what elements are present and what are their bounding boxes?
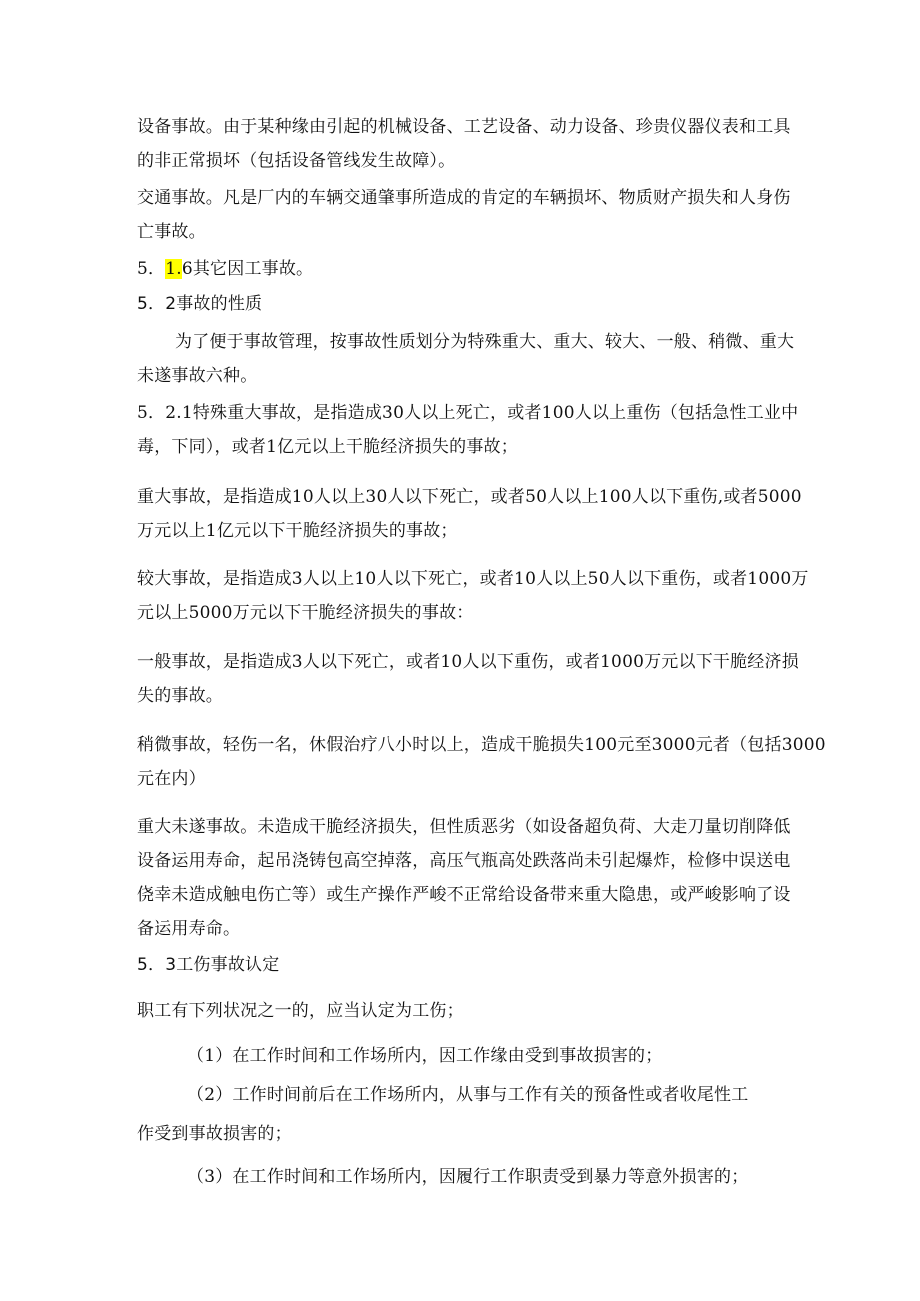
paragraph-line: 失的事故。 [137,686,223,706]
paragraph-line: 交通事故。凡是厂内的车辆交通肇事所造成的肯定的车辆损坏、物质财产损失和人身伤 [137,188,791,208]
paragraph-line: 元在内） [137,769,206,789]
section-line-5-1-6 [137,257,313,281]
paragraph-line: 设备事故。由于某种缘由引起的机械设备、工艺设备、动力设备、珍贵仪器仪表和工具 [137,117,791,137]
paragraph-line: 5．2.1特殊重大事故，是指造成30人以上死亡，或者100人以上重伤（包括急性工业中 [137,403,799,423]
paragraph-line: 职工有下列状况之一的，应当认定为工伤； [137,1001,464,1021]
paragraph-line: 未遂事故六种。 [137,366,258,386]
paragraph-line: 设备运用寿命，起吊浇铸包高空掉落，高压气瓶高处跌落尚未引起爆炸，检修中误送电 [137,851,791,871]
section-number-prefix: 5． [137,259,166,279]
paragraph-line: 的非正常损坏（包括设备管线发生故障）。 [137,151,456,171]
section-heading-5-2: 5．2事故的性质 [137,294,263,314]
highlighted-text: 1. [165,259,182,279]
list-item-continuation: 作受到事故损害的； [137,1124,292,1144]
list-item: （2）工作时间前后在工作场所内，从事与工作有关的预备性或者收尾性工 [187,1085,749,1105]
paragraph-line: 一般事故，是指造成3人以下死亡，或者10人以下重伤，或者1000万元以下干脆经济损 [137,652,799,672]
paragraph-line: 重大事故，是指造成10人以上30人以下死亡，或者50人以上100人以下重伤,或者5000 [137,487,802,507]
paragraph-line: 稍微事故，轻伤一名，休假治疗八小时以上，造成干脆损失100元至3000元者（包括3000 [137,735,826,755]
paragraph-line: 毒，下同），或者1亿元以上干脆经济损失的事故； [137,437,518,457]
paragraph-line: 为了便于事故管理，按事故性质划分为特殊重大、重大、较大、一般、稍微、重大 [175,332,795,352]
paragraph-line: 较大事故，是指造成3人以上10人以下死亡，或者10人以上50人以下重伤，或者1000万 [137,569,809,589]
paragraph-line: 元以上5000万元以下干脆经济损失的事故： [137,603,474,623]
section-text: 6其它因工事故。 [181,259,314,279]
list-item: （1）在工作时间和工作场所内，因工作缘由受到事故损害的； [187,1046,663,1066]
paragraph-line: 亡事故。 [137,222,206,242]
paragraph-line: 重大未遂事故。未造成干脆经济损失，但性质恶劣（如设备超负荷、大走刀量切削降低 [137,817,791,837]
paragraph-line: 备运用寿命。 [137,919,241,939]
paragraph-line: 侥幸未造成触电伤亡等）或生产操作严峻不正常给设备带来重大隐患，或严峻影响了设 [137,885,791,905]
list-item: （3）在工作时间和工作场所内，因履行工作职责受到暴力等意外损害的； [187,1167,749,1187]
section-heading-5-3: 5．3工伤事故认定 [137,955,280,975]
paragraph-line: 万元以上1亿元以下干脆经济损失的事故； [137,521,458,541]
